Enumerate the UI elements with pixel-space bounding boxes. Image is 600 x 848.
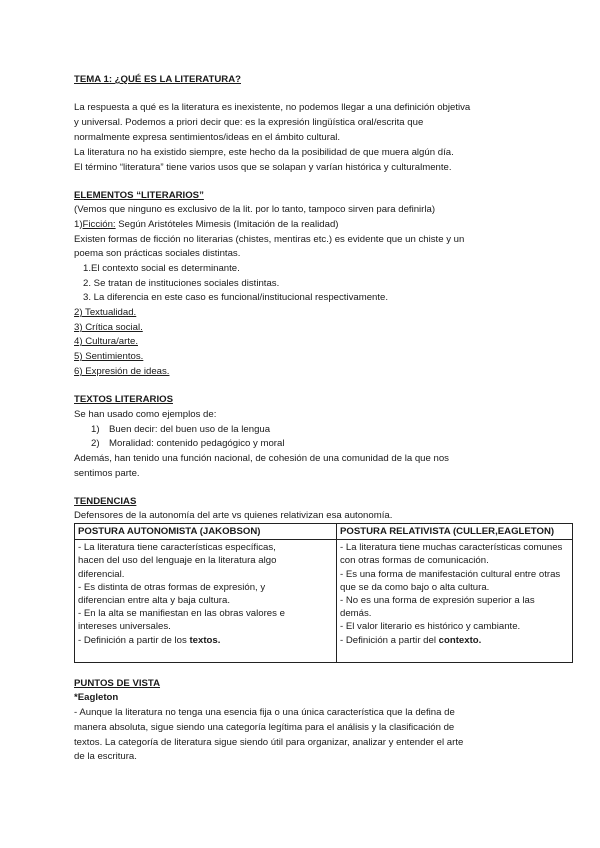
elemento-item: 3) Crítica social.	[74, 322, 143, 333]
cell-line: diferencial.	[78, 568, 125, 580]
list-text: Moralidad: contenido pedagógico y moral	[109, 438, 285, 449]
cell-text: - Definición a partir de los	[78, 634, 190, 646]
cell-relativista	[337, 540, 573, 663]
table-row	[75, 540, 573, 663]
intro-line: normalmente expresa sentimientos/ideas en el ámbito cultural.	[74, 132, 341, 143]
intro-line: El término “literatura” tiene varios usos que se solapan y varían histórica y culturalmente.	[74, 162, 452, 173]
cell-line: hacen del uso del lenguaje en la literatura algo	[78, 555, 277, 567]
cell-bold: contexto.	[438, 634, 482, 646]
puntos-heading: PUNTOS DE VISTA	[74, 678, 161, 689]
cell-line: - La literatura tiene características específicas,	[78, 542, 276, 554]
cell-line: - No es una forma de expresión superior a las	[340, 595, 535, 607]
cell-line	[78, 634, 333, 647]
cell-line: - En la alta se manifiestan en las obras valores e	[78, 608, 285, 620]
textos-after: sentimos parte.	[74, 468, 140, 479]
intro-line: y universal. Podemos a priori decir que: es la expresión lingüística oral/escrita que	[74, 117, 424, 128]
list-text: Buen decir: del buen uso de la lengua	[109, 424, 271, 435]
elemento-item: 4) Cultura/arte.	[74, 336, 138, 347]
cell-line: - Es distinta de otras formas de expresión, y	[78, 581, 266, 593]
cell-text: - Definición a partir del	[340, 634, 439, 646]
textos-list-item	[91, 423, 271, 436]
textos-list-item	[91, 437, 285, 450]
cell-line: con otras formas de comunicación.	[340, 555, 489, 567]
elementos-note: (Vemos que ninguno es exclusivo de la lit. por lo tanto, tampoco sirven para definirla)	[74, 204, 436, 215]
puntos-text: - Aunque la literatura no tenga una esencia fija o una única característica que la defina de	[74, 707, 455, 718]
ficcion-text: Existen formas de ficción no literarias (chistes, mentiras etc.) es evidente que un chiste y un	[74, 234, 465, 245]
ficcion-rest: Según Aristóteles Mimesis (Imitación de la realidad)	[115, 219, 339, 230]
ficcion-text: poema son prácticas sociales distintas.	[74, 248, 241, 259]
elementos-heading: ELEMENTOS “LITERARIOS”	[74, 190, 204, 201]
cell-line: - Es una forma de manifestación cultural entre otras	[340, 568, 561, 580]
cell-line: diferencian entre alta y baja cultura.	[78, 595, 230, 607]
list-number: 1)	[91, 424, 100, 435]
sub-item: 1.El contexto social es determinante.	[83, 263, 240, 274]
tendencias-intro: Defensores de la autonomía del arte vs quienes relativizan esa autonomía.	[74, 510, 393, 521]
cell-autonomista	[75, 540, 337, 663]
ficcion-line	[74, 218, 338, 231]
table-header-row	[75, 524, 573, 540]
textos-heading: TEXTOS LITERARIOS	[74, 394, 173, 405]
sub-item: 3. La diferencia en este caso es funcional/institucional respectivamente.	[83, 292, 389, 303]
ficcion-number: 1)	[74, 219, 83, 230]
elemento-item: 5) Sentimientos.	[74, 351, 144, 362]
intro-line: La respuesta a qué es la literatura es inexistente, no podemos llegar a una definición objetiva	[74, 102, 471, 113]
cell-line	[340, 634, 569, 647]
puntos-text: manera absoluta, sigue siendo una categoría legítima para el análisis y la clasificación de	[74, 722, 455, 733]
textos-after: Además, han tenido una función nacional, de cohesión de una comunidad de la que nos	[74, 453, 449, 464]
posturas-table	[74, 523, 573, 663]
list-number: 2)	[91, 438, 100, 449]
puntos-text: textos. La categoría de literatura sigue siendo útil para organizar, analizar y entender el arte	[74, 737, 464, 748]
intro-line: La literatura no ha existido siempre, este hecho da la posibilidad de que muera algún día.	[74, 147, 454, 158]
textos-intro: Se han usado como ejemplos de:	[74, 409, 217, 420]
sub-item: 2. Se tratan de instituciones sociales distintas.	[83, 278, 280, 289]
cell-line: intereses universales.	[78, 621, 171, 633]
header-autonomista: POSTURA AUTONOMISTA (JAKOBSON)	[75, 524, 337, 540]
elemento-item: 6) Expresión de ideas.	[74, 366, 170, 377]
puntos-text: de la escritura.	[74, 751, 137, 762]
elemento-item: 2) Textualidad.	[74, 307, 137, 318]
cell-line: demás.	[340, 608, 372, 620]
puntos-author: *Eagleton	[74, 692, 119, 703]
cell-line: que se da como bajo o alta cultura.	[340, 581, 490, 593]
page-title: TEMA 1: ¿QUÉ ES LA LITERATURA?	[74, 74, 241, 85]
cell-line: - El valor literario es histórico y cambiante.	[340, 621, 521, 633]
cell-bold: textos.	[189, 634, 221, 646]
cell-line: - La literatura tiene muchas características comunes	[340, 542, 563, 554]
ficcion-label: Ficción:	[82, 219, 116, 230]
tendencias-heading: TENDENCIAS	[74, 496, 137, 507]
header-relativista: POSTURA RELATIVISTA (CULLER,EAGLETON)	[337, 524, 573, 540]
